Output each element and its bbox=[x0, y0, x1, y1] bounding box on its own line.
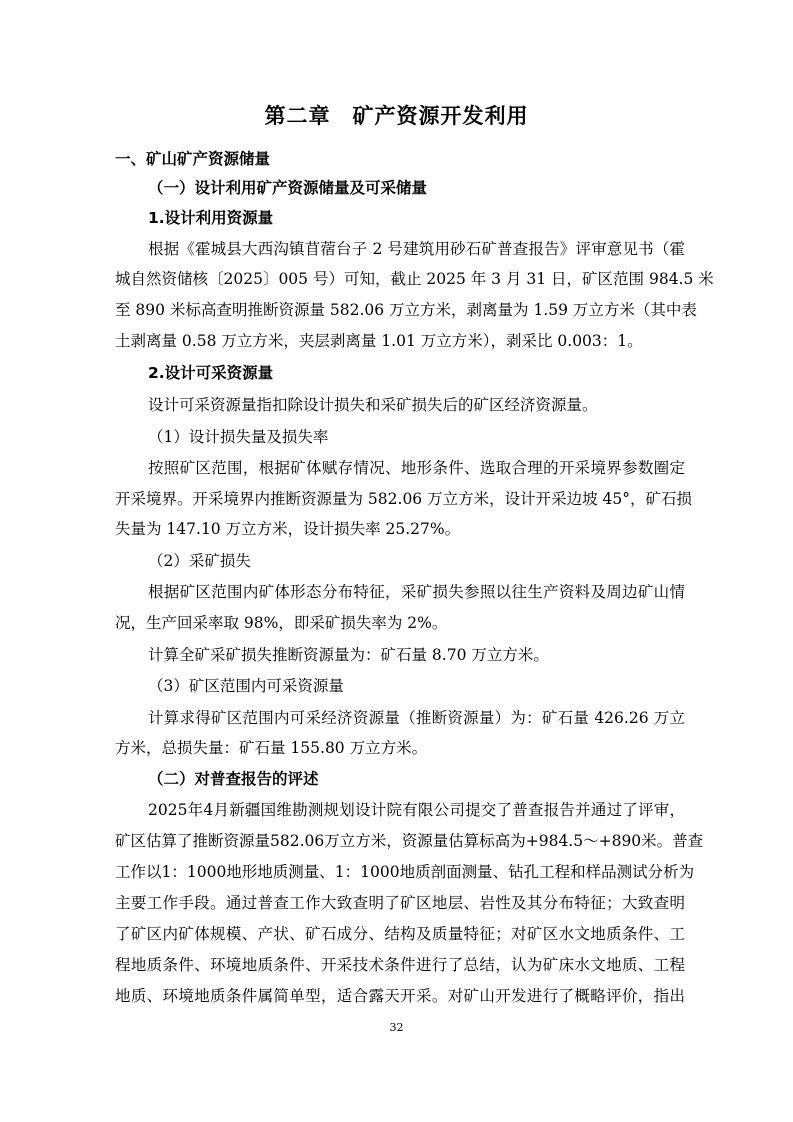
chapter-title: 第二章 矿产资源开发利用 bbox=[264, 104, 529, 128]
subitem-heading: （2）采矿损失 bbox=[148, 552, 251, 570]
subitem-heading: （1）设计损失量及损失率 bbox=[148, 428, 329, 446]
paragraph-line: 失量为 147.10 万立方米，设计损失率 25.27%。 bbox=[115, 520, 461, 538]
subsection-heading: （一）设计利用矿产资源储量及可采储量 bbox=[148, 179, 428, 197]
paragraph-line: 设计可采资源量指扣除设计损失和采矿损失后的矿区经济资源量。 bbox=[148, 396, 598, 414]
section-heading: 一、矿山矿产资源储量 bbox=[115, 150, 271, 168]
paragraph-line: 根据《霍城县大西沟镇苜蓿台子 2 号建筑用砂石矿普查报告》评审意见书（霍 bbox=[148, 240, 685, 258]
paragraph-line: 方米，总损失量：矿石量 155.80 万立方米。 bbox=[115, 739, 428, 757]
subsection-heading: （二）对普查报告的评述 bbox=[148, 770, 319, 788]
paragraph-line: 开采境界。开采境界内推断资源量为 582.06 万立方米，设计开采边坡 45°，矿石损 bbox=[115, 490, 692, 508]
paragraph-line: 工作以1：1000地形地质测量、1：1000地质剖面测量、钻孔工程和样品测试分析为 bbox=[115, 863, 695, 881]
paragraph-line: 土剥离量 0.58 万立方米，夹层剥离量 1.01 万立方米），剥采比 0.003：1。 bbox=[115, 332, 643, 350]
paragraph-line: 计算求得矿区范围内可采经济资源量（推断资源量）为：矿石量 426.26 万立 bbox=[148, 709, 685, 727]
item-heading: 2.设计可采资源量 bbox=[148, 364, 274, 382]
paragraph-line: 主要工作手段。通过普查工作大致查明了矿区地层、岩性及其分布特征；大致查明 bbox=[115, 894, 685, 912]
paragraph-line: 计算全矿采矿损失推断资源量为：矿石量 8.70 万立方米。 bbox=[148, 646, 549, 664]
page-number: 32 bbox=[389, 1021, 404, 1034]
paragraph-line: 程地质条件、环境地质条件、开采技术条件进行了总结，认为矿床水文地质、工程 bbox=[115, 956, 685, 974]
paragraph-line: 按照矿区范围，根据矿体赋存情况、地形条件、选取合理的开采境界参数圈定 bbox=[148, 459, 685, 477]
paragraph-line: 城自然资储核〔2025〕005 号）可知，截止 2025 年 3 月 31 日，矿区范围 984.5 米 bbox=[115, 270, 714, 288]
paragraph-line: 况，生产回采率取 98%，即采矿损失率为 2%。 bbox=[115, 614, 448, 632]
item-heading: 1.设计利用资源量 bbox=[148, 209, 274, 227]
paragraph-line: 了矿区内矿体规模、产状、矿石成分、结构及质量特征；对矿区水文地质条件、工 bbox=[115, 925, 685, 943]
paragraph-line: 地质、环境地质条件属简单型，适合露天开采。对矿山开发进行了概略评价，指出 bbox=[115, 987, 685, 1005]
paragraph-line: 至 890 米标高查明推断资源量 582.06 万立方米，剥离量为 1.59 万立方米（其中表 bbox=[115, 301, 697, 319]
paragraph-line: 根据矿区范围内矿体形态分布特征，采矿损失参照以往生产资料及周边矿山情 bbox=[148, 583, 685, 601]
subitem-heading: （3）矿区范围内可采资源量 bbox=[148, 677, 344, 695]
paragraph-line: 矿区估算了推断资源量582.06万立方米，资源量估算标高为+984.5～+890米。普查 bbox=[115, 832, 704, 850]
paragraph-line: 2025年4月新疆国维勘测规划设计院有限公司提交了普查报告并通过了评审， bbox=[148, 801, 685, 819]
